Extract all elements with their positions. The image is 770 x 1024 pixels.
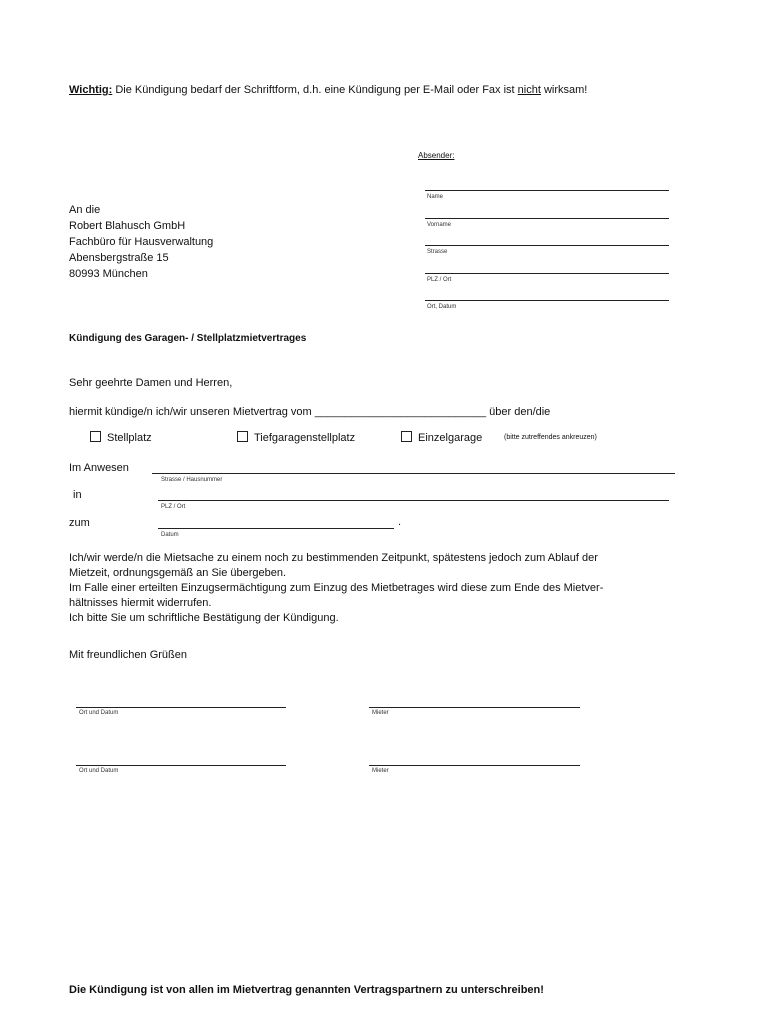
important-notice <box>69 84 587 96</box>
option-einzelgarage[interactable] <box>401 431 482 444</box>
closing: Mit freundlichen Grüßen <box>69 649 187 661</box>
intro-line <box>69 406 550 418</box>
intro-text-end: über den/die <box>489 406 551 418</box>
sender-city-caption: PLZ / Ort <box>427 277 452 283</box>
option-stellplatz[interactable] <box>90 431 152 444</box>
sender-title: Absender: <box>418 151 455 160</box>
city-label: in <box>73 489 82 501</box>
sender-city-line[interactable] <box>425 273 669 274</box>
subject-line: Kündigung des Garagen- / Stellplatzmietvertrages <box>69 333 307 344</box>
option-label: Tiefgaragenstellplatz <box>254 432 356 444</box>
checkbox[interactable] <box>401 431 412 442</box>
signature-tenant-caption: Mieter <box>372 768 389 774</box>
body-line: Ich bitte Sie um schriftliche Bestätigung der Kündigung. <box>69 612 339 624</box>
option-tiefgaragenstellplatz[interactable] <box>237 431 355 444</box>
recipient-address <box>69 202 213 282</box>
option-hint: (bitte zutreffendes ankreuzen) <box>504 434 597 441</box>
recipient-line: 80993 München <box>69 268 148 280</box>
sender-firstname-caption: Vorname <box>427 222 452 228</box>
footer-note: Die Kündigung ist von allen im Mietvertrag genannten Vertragspartnern zu unterschreiben! <box>69 984 544 996</box>
termination-date-line[interactable] <box>158 528 394 529</box>
date-label: zum <box>69 517 90 529</box>
option-label: Stellplatz <box>107 432 152 444</box>
property-city-caption: PLZ / Ort <box>161 504 186 510</box>
property-street-line[interactable] <box>152 473 675 474</box>
sender-date-line[interactable] <box>425 300 669 301</box>
signature-place-date-caption: Ort und Datum <box>79 710 119 716</box>
checkbox[interactable] <box>237 431 248 442</box>
notice-emphasis: nicht <box>517 84 541 96</box>
property-street-caption: Strasse / Hausnummer <box>161 477 223 483</box>
signature-place-date-caption: Ort und Datum <box>79 768 119 774</box>
sender-street-line[interactable] <box>425 245 669 246</box>
body-line: Ich/wir werde/n die Mietsache zu einem noch zu bestimmenden Zeitpunkt, spätestens jedoch zum Ablauf der <box>69 552 598 564</box>
signature-place-date-line[interactable] <box>76 707 286 708</box>
body-line: hältnisses hiermit widerrufen. <box>69 597 212 609</box>
salutation: Sehr geehrte Damen und Herren, <box>69 377 233 389</box>
sender-firstname-line[interactable] <box>425 218 669 219</box>
checkbox[interactable] <box>90 431 101 442</box>
property-label: Im Anwesen <box>69 462 129 474</box>
body-line: Mietzeit, ordnungsgemäß an Sie übergeben. <box>69 567 287 579</box>
sender-street-caption: Strasse <box>427 249 448 255</box>
recipient-line: Fachbüro für Hausverwaltung <box>69 236 214 248</box>
property-city-line[interactable] <box>158 500 669 501</box>
sender-date-caption: Ort, Datum <box>427 304 457 310</box>
signature-tenant-line[interactable] <box>369 765 580 766</box>
sender-name-caption: Name <box>427 194 444 200</box>
intro-text: hiermit kündige/n ich/wir unseren Mietvertrag vom <box>69 406 312 418</box>
notice-text-end: wirksam! <box>540 84 588 96</box>
body-text <box>69 551 709 626</box>
recipient-line: Abensbergstraße 15 <box>69 252 169 264</box>
option-label: Einzelgarage <box>418 432 483 444</box>
date-dot: . <box>398 516 402 528</box>
notice-text: Die Kündigung bedarf der Schriftform, d.h. eine Kündigung per E-Mail oder Fax ist <box>112 84 518 96</box>
contract-date-blank[interactable]: ____________________________ <box>314 406 487 418</box>
recipient-line: Robert Blahusch GmbH <box>69 220 186 232</box>
sender-name-line[interactable] <box>425 190 669 191</box>
body-line: Im Falle einer erteilten Einzugsermächtigung zum Einzug des Mietbetrages wird diese zum Ende des Mietver- <box>69 582 604 594</box>
termination-date-caption: Datum <box>161 532 179 538</box>
notice-prefix: Wichtig: <box>69 84 113 96</box>
recipient-line: An die <box>69 204 101 216</box>
signature-place-date-line[interactable] <box>76 765 286 766</box>
signature-tenant-caption: Mieter <box>372 710 389 716</box>
signature-tenant-line[interactable] <box>369 707 580 708</box>
